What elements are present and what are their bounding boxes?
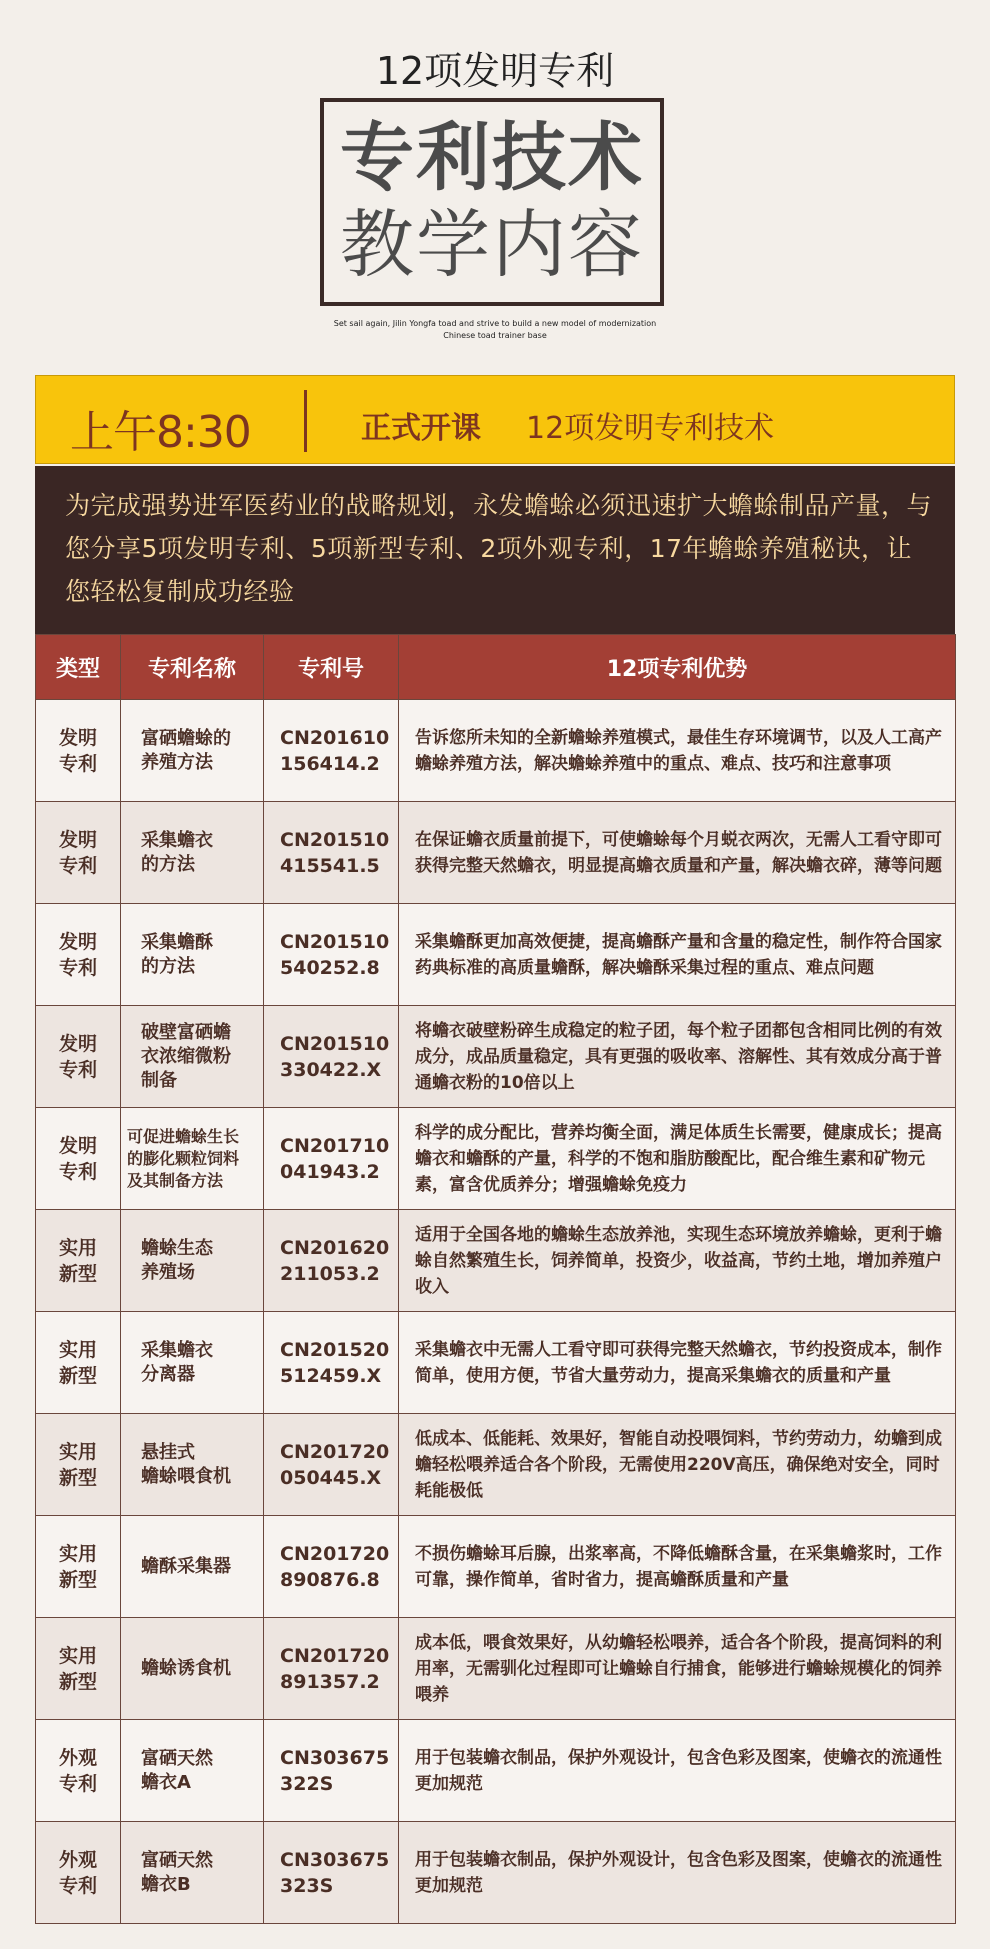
- cell-advantage: 不损伤蟾蜍耳后腺，出浆率高，不降低蟾酥含量，在采集蟾浆时，工作可靠，操作简单，省时省力，提高蟾酥质量和产量: [399, 1516, 956, 1618]
- type-line: 专利: [58, 752, 97, 775]
- cell-type: [36, 1108, 121, 1210]
- cell-name: [121, 1210, 264, 1312]
- name-line: 蟾酥采集器: [141, 1555, 231, 1577]
- cell-number: [264, 1720, 399, 1822]
- cell-type: [36, 1312, 121, 1414]
- number-line: CN303675: [280, 1848, 390, 1871]
- table-row: [36, 1006, 956, 1108]
- cell-number: [264, 1210, 399, 1312]
- cell-type: [36, 1414, 121, 1516]
- table-row: [36, 1414, 956, 1516]
- type-line: 外观: [58, 1746, 97, 1769]
- type-line: 实用: [58, 1644, 97, 1667]
- cell-name: [121, 802, 264, 904]
- cell-type: [36, 700, 121, 802]
- session-time: 上午8:30: [70, 407, 251, 458]
- cell-name: [121, 1822, 264, 1924]
- number-line: CN201720: [280, 1542, 390, 1565]
- type-line: 专利: [58, 1160, 97, 1183]
- number-line: 156414.2: [280, 752, 380, 775]
- type-line: 发明: [58, 726, 97, 749]
- number-line: 323S: [280, 1874, 334, 1897]
- header-type: 类型: [36, 635, 121, 700]
- type-line: 专利: [58, 854, 97, 877]
- cell-type: [36, 1006, 121, 1108]
- name-line: 的方法: [141, 853, 195, 875]
- cell-number: [264, 904, 399, 1006]
- header-number: 专利号: [264, 635, 399, 700]
- name-line: 养殖场: [141, 1261, 195, 1283]
- name-line: 蟾蜍诱食机: [141, 1657, 231, 1679]
- number-line: CN201510: [280, 828, 390, 851]
- number-line: 211053.2: [280, 1262, 380, 1285]
- number-line: 330422.X: [280, 1058, 382, 1081]
- session-label: 正式开课: [361, 411, 481, 446]
- cell-advantage: 将蟾衣破壁粉碎生成稳定的粒子团，每个粒子团都包含相同比例的有效成分，成品质量稳定，具有更强的吸收率、溶解性、其有效成分高于普通蟾衣粉的10倍以上: [399, 1006, 956, 1108]
- cell-advantage: 低成本、低能耗、效果好，智能自动投喂饲料，节约劳动力，幼蟾到成蟾轻松喂养适合各个阶段，无需使用220V高压，确保绝对安全，同时耗能极低: [399, 1414, 956, 1516]
- number-line: 322S: [280, 1772, 334, 1795]
- number-line: CN201520: [280, 1338, 390, 1361]
- name-line: 分离器: [141, 1363, 195, 1385]
- cell-name: [121, 1414, 264, 1516]
- cell-type: [36, 802, 121, 904]
- type-line: 外观: [58, 1848, 97, 1871]
- number-line: 540252.8: [280, 956, 380, 979]
- type-line: 新型: [58, 1670, 97, 1693]
- number-line: 512459.X: [280, 1364, 382, 1387]
- cell-advantage: 采集蟾酥更加高效便捷，提高蟾酥产量和含量的稳定性，制作符合国家药典标准的高质量蟾酥，解决蟾酥采集过程的重点、难点问题: [399, 904, 956, 1006]
- name-line: 富硒天然: [141, 1849, 213, 1871]
- table-row: [36, 904, 956, 1006]
- cell-type: [36, 1516, 121, 1618]
- type-line: 发明: [58, 1134, 97, 1157]
- table-header-row: [36, 635, 956, 700]
- number-line: 891357.2: [280, 1670, 380, 1693]
- name-line: 采集蟾酥: [141, 931, 213, 953]
- type-line: 新型: [58, 1568, 97, 1591]
- number-line: CN201620: [280, 1236, 390, 1259]
- table-row: [36, 1312, 956, 1414]
- tagline: [0, 318, 990, 342]
- type-line: 专利: [58, 1058, 97, 1081]
- boxed-heading-line2: 教学内容: [340, 202, 644, 288]
- cell-name: [121, 904, 264, 1006]
- cell-name: [121, 1006, 264, 1108]
- table-row: [36, 1108, 956, 1210]
- cell-number: [264, 1618, 399, 1720]
- name-line: 蟾蜍生态: [141, 1237, 213, 1259]
- name-line: 破壁富硒蟾: [141, 1021, 231, 1043]
- cell-type: [36, 904, 121, 1006]
- cell-number: [264, 700, 399, 802]
- number-line: CN201710: [280, 1134, 390, 1157]
- number-line: CN201510: [280, 1032, 390, 1055]
- boxed-heading: [320, 98, 664, 306]
- cell-type: [36, 1822, 121, 1924]
- cell-advantage: 告诉您所未知的全新蟾蜍养殖模式，最佳生存环境调节，以及人工高产蟾蜍养殖方法，解决蟾蜍养殖中的重点、难点、技巧和注意事项: [399, 700, 956, 802]
- type-line: 实用: [58, 1440, 97, 1463]
- session-divider: [304, 390, 307, 452]
- number-line: CN201510: [280, 930, 390, 953]
- type-line: 新型: [58, 1466, 97, 1489]
- number-line: 041943.2: [280, 1160, 380, 1183]
- cell-name: [121, 1720, 264, 1822]
- table-row: [36, 1516, 956, 1618]
- type-line: 发明: [58, 828, 97, 851]
- intro-paragraph: 为完成强势进军医药业的战略规划，永发蟾蜍必须迅速扩大蟾蜍制品产量，与您分享5项发明专利、5项新型专利、2项外观专利，17年蟾蜍养殖秘诀，让您轻松复制成功经验: [35, 466, 955, 634]
- name-line: 的膨化颗粒饲料: [127, 1148, 240, 1168]
- cell-name: [121, 1516, 264, 1618]
- name-line: 采集蟾衣: [141, 829, 213, 851]
- name-line: 采集蟾衣: [141, 1339, 213, 1361]
- table-row: [36, 1720, 956, 1822]
- cell-type: [36, 1618, 121, 1720]
- name-line: 衣浓缩微粉: [141, 1045, 231, 1067]
- table-row: [36, 802, 956, 904]
- session-bar: [35, 375, 955, 464]
- name-line: 蟾蜍喂食机: [141, 1465, 231, 1487]
- session-subject: 12项发明专利技术: [526, 411, 775, 446]
- cell-type: [36, 1720, 121, 1822]
- table-row: [36, 1210, 956, 1312]
- number-line: CN303675: [280, 1746, 390, 1769]
- name-line: 蟾衣A: [141, 1771, 191, 1793]
- type-line: 新型: [58, 1262, 97, 1285]
- table-row: [36, 1822, 956, 1924]
- top-title: 12项发明专利: [375, 49, 615, 93]
- cell-number: [264, 1516, 399, 1618]
- type-line: 专利: [58, 1874, 97, 1897]
- table-row: [36, 700, 956, 802]
- type-line: 实用: [58, 1542, 97, 1565]
- cell-number: [264, 802, 399, 904]
- table-row: [36, 1618, 956, 1720]
- cell-name: [121, 700, 264, 802]
- cell-number: [264, 1414, 399, 1516]
- cell-type: [36, 1210, 121, 1312]
- patent-table: [35, 634, 956, 1924]
- name-line: 制备: [141, 1069, 177, 1091]
- name-line: 蟾衣B: [141, 1873, 191, 1895]
- name-line: 的方法: [141, 955, 195, 977]
- name-line: 可促进蟾蜍生长: [127, 1126, 240, 1146]
- type-line: 新型: [58, 1364, 97, 1387]
- name-line: 养殖方法: [141, 751, 213, 773]
- type-line: 专利: [58, 1772, 97, 1795]
- name-line: 及其制备方法: [127, 1170, 224, 1190]
- cell-name: [121, 1312, 264, 1414]
- cell-advantage: 用于包装蟾衣制品，保护外观设计，包含色彩及图案，使蟾衣的流通性更加规范: [399, 1822, 956, 1924]
- cell-number: [264, 1822, 399, 1924]
- name-line: 富硒蟾蜍的: [141, 727, 231, 749]
- type-line: 发明: [58, 1032, 97, 1055]
- cell-advantage: 采集蟾衣中无需人工看守即可获得完整天然蟾衣，节约投资成本，制作简单，使用方便，节省大量劳动力，提高采集蟾衣的质量和产量: [399, 1312, 956, 1414]
- type-line: 专利: [58, 956, 97, 979]
- name-line: 富硒天然: [141, 1747, 213, 1769]
- type-line: 实用: [58, 1338, 97, 1361]
- cell-number: [264, 1108, 399, 1210]
- boxed-heading-line1: 专利技术: [340, 115, 644, 201]
- number-line: CN201610: [280, 726, 390, 749]
- cell-number: [264, 1312, 399, 1414]
- cell-advantage: 科学的成分配比，营养均衡全面，满足体质生长需要，健康成长；提高蟾衣和蟾酥的产量，科学的不饱和脂肪酸配比，配合维生素和矿物元素，富含优质养分；增强蟾蜍免疫力: [399, 1108, 956, 1210]
- header-advantage: 12项专利优势: [399, 635, 956, 700]
- cell-name: [121, 1618, 264, 1720]
- name-line: 悬挂式: [141, 1441, 195, 1463]
- number-line: 890876.8: [280, 1568, 380, 1591]
- tagline-line1: Set sail again, Jilin Yongfa toad and strive to build a new model of modernization: [333, 319, 657, 328]
- cell-advantage: 成本低，喂食效果好，从幼蟾轻松喂养，适合各个阶段，提高饲料的利用率，无需驯化过程即可让蟾蜍自行捕食，能够进行蟾蜍规模化的饲养喂养: [399, 1618, 956, 1720]
- number-line: 050445.X: [280, 1466, 382, 1489]
- cell-advantage: 在保证蟾衣质量前提下，可使蟾蜍每个月蜕衣两次，无需人工看守即可获得完整天然蟾衣，明显提高蟾衣质量和产量，解决蟾衣碎，薄等问题: [399, 802, 956, 904]
- number-line: 415541.5: [280, 854, 380, 877]
- cell-advantage: 适用于全国各地的蟾蜍生态放养池，实现生态环境放养蟾蜍，更利于蟾蜍自然繁殖生长，饲养简单，投资少，收益高，节约土地，增加养殖户收入: [399, 1210, 956, 1312]
- number-line: CN201720: [280, 1644, 390, 1667]
- cell-name: [121, 1108, 264, 1210]
- tagline-line2: Chinese toad trainer base: [443, 331, 547, 340]
- type-line: 发明: [58, 930, 97, 953]
- cell-number: [264, 1006, 399, 1108]
- header-name: 专利名称: [121, 635, 264, 700]
- cell-advantage: 用于包装蟾衣制品，保护外观设计，包含色彩及图案，使蟾衣的流通性更加规范: [399, 1720, 956, 1822]
- number-line: CN201720: [280, 1440, 390, 1463]
- type-line: 实用: [58, 1236, 97, 1259]
